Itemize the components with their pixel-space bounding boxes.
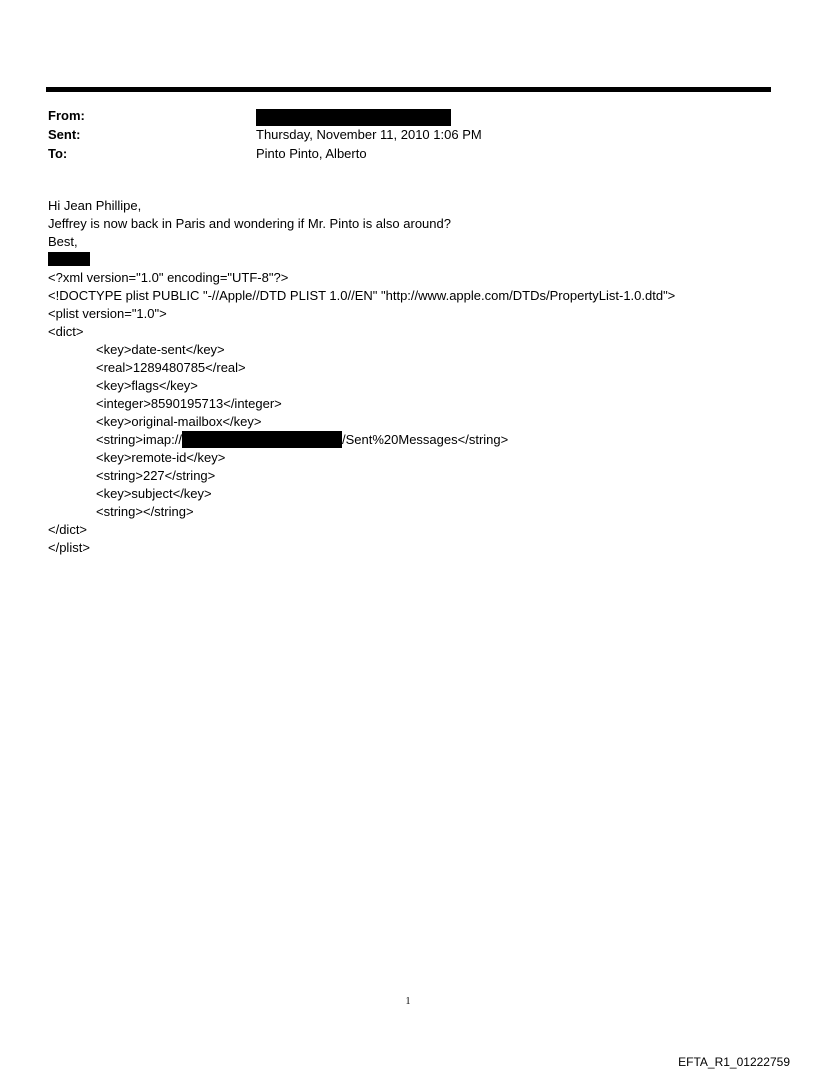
redaction-block bbox=[182, 431, 342, 448]
imap-entry bbox=[48, 431, 768, 449]
dict-close: </dict> bbox=[48, 522, 88, 537]
plist-open: <plist version="1.0"> bbox=[48, 306, 167, 321]
email-body bbox=[48, 197, 768, 557]
plist-entry: <string></string> bbox=[96, 504, 194, 519]
plist-close: </plist> bbox=[48, 540, 90, 555]
greeting: Hi Jean Phillipe, bbox=[48, 198, 142, 213]
email-header bbox=[48, 106, 748, 163]
page-number: 1 bbox=[405, 996, 411, 1007]
plist-entry: <real>1289480785</real> bbox=[96, 360, 246, 375]
plist-entry: <key>remote-id</key> bbox=[96, 450, 226, 465]
plist-entry: <integer>8590195713</integer> bbox=[96, 396, 282, 411]
redaction-block bbox=[48, 252, 90, 266]
closing: Best, bbox=[48, 234, 78, 249]
plist-entry: <key>date-sent</key> bbox=[96, 342, 225, 357]
plist-entry: <key>subject</key> bbox=[96, 486, 212, 501]
to-label: To: bbox=[48, 146, 68, 161]
message-line: Jeffrey is now back in Paris and wondering if Mr. Pinto is also around? bbox=[48, 216, 451, 231]
from-value bbox=[256, 106, 451, 126]
sent-value: Thursday, November 11, 2010 1:06 PM bbox=[256, 127, 482, 142]
dict-open: <dict> bbox=[48, 324, 84, 339]
to-row bbox=[48, 144, 748, 163]
doctype-line: <!DOCTYPE plist PUBLIC "-//Apple//DTD PLIST 1.0//EN" "http://www.apple.com/DTDs/PropertyList-1.0.dtd"> bbox=[48, 288, 676, 303]
from-row bbox=[48, 106, 748, 125]
bates-number: EFTA_R1_01222759 bbox=[678, 1055, 790, 1069]
plist-entry: <key>original-mailbox</key> bbox=[96, 414, 262, 429]
sent-row bbox=[48, 125, 748, 144]
redaction-block bbox=[256, 109, 451, 126]
signature-row bbox=[48, 251, 768, 269]
sent-label: Sent: bbox=[48, 127, 81, 142]
imap-prefix: <string>imap:// bbox=[96, 432, 182, 447]
imap-suffix: /Sent%20Messages</string> bbox=[342, 432, 509, 447]
to-value: Pinto Pinto, Alberto bbox=[256, 146, 367, 161]
plist-entry: <key>flags</key> bbox=[96, 378, 198, 393]
xml-declaration: <?xml version="1.0" encoding="UTF-8"?> bbox=[48, 270, 289, 285]
from-label: From: bbox=[48, 108, 85, 123]
plist-entry: <string>227</string> bbox=[96, 468, 216, 483]
header-rule bbox=[46, 87, 771, 92]
